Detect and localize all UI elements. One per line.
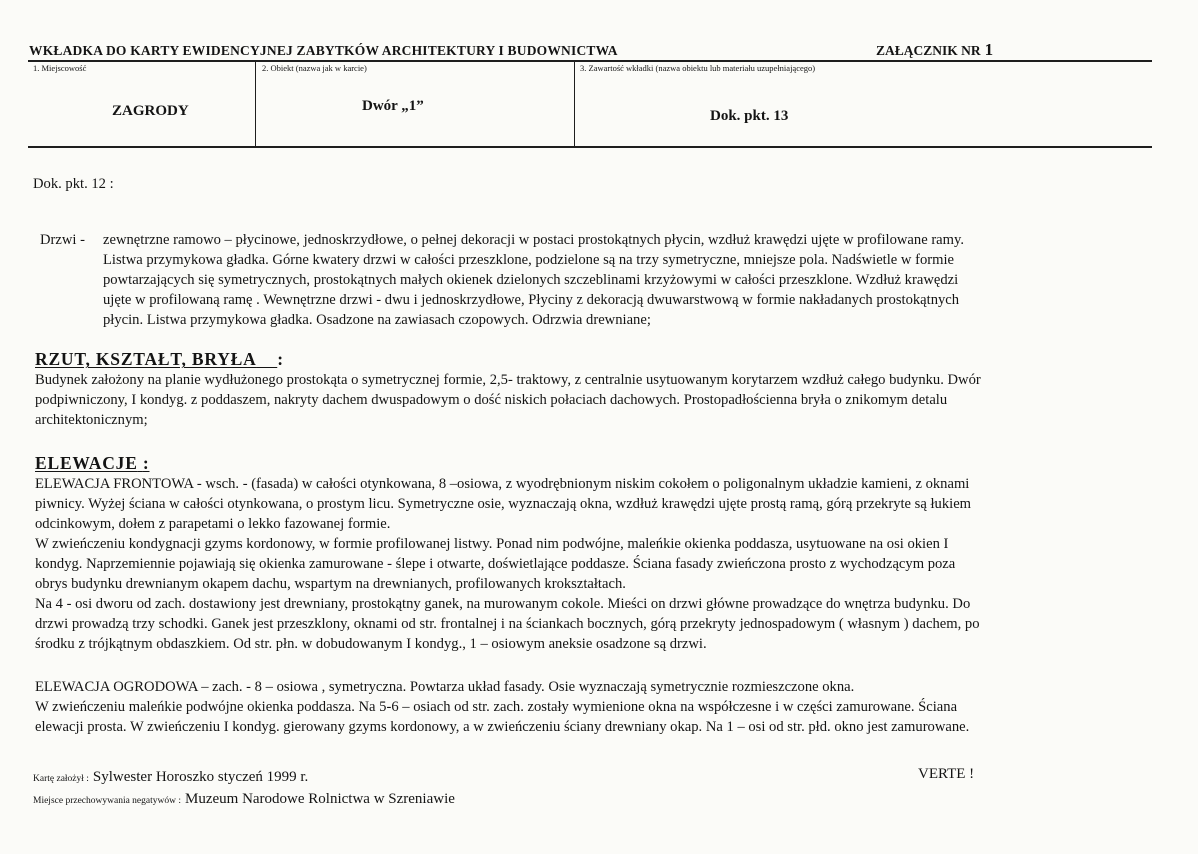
rzut-paragraph: [35, 370, 1140, 430]
attachment-number: 1: [984, 40, 994, 59]
rzut-heading-text: RZUT, KSZTAŁT, BRYŁA: [35, 349, 257, 369]
author-line: [33, 768, 308, 786]
section-reference: Dok. pkt. 12 :: [33, 176, 114, 192]
paragraph-line: Budynek założony na planie wydłużonego prostokąta o symetrycznej formie, 2,5- traktowy, z centralnie usytuowanym korytarzem wzdłuż całego budynku. Dwór: [35, 372, 981, 388]
paragraph-line: architektonicznym;: [35, 412, 148, 428]
front-elevation-paragraph: [35, 474, 1140, 654]
garden-elevation-paragraph: [35, 677, 1140, 737]
elewacje-heading: [35, 453, 150, 474]
table-divider-2: [574, 61, 575, 146]
author-label: Kartę założył :: [33, 774, 89, 784]
paragraph-line: piwnicy. Wyżej ściana w całości otynkowana, o prostym licu. Symetryczne osie, wyznaczają okna, wzdłuż krawędzi ujęte prostą ramą, górą przekryte są łukiem: [35, 496, 972, 512]
paragraph-line: W zwieńczeniu kondygnacji gzyms kordonowy, w formie profilowanej listwy. Ponad nim podwójne, maleńkie okienka poddasza, usytuowane na osi okien I: [35, 536, 949, 552]
storage-line: [33, 790, 455, 808]
paragraph-line: W zwieńczeniu maleńkie podwójne okienka poddasza. Na 5-6 – osiach od str. zach. zostały wymienione okna na współczesne i w części zamurowane. Ściana: [35, 699, 958, 715]
storage-value: Muzeum Narodowe Rolnictwa w Szreniawie: [185, 791, 455, 807]
storage-label: Miejsce przechowywania negatywów :: [33, 796, 181, 806]
locality-value: ZAGRODY: [112, 103, 189, 119]
paragraph-line: zewnętrzne ramowo – płycinowe, jednoskrzydłowe, o pełnej dekoracji w postaci prostokątnych płycin, wzdłuż krawędzi ujęte w profilowane ramy.: [103, 232, 965, 248]
paragraph-line: drzwi prowadzą trzy schodki. Ganek jest przeszklony, oknami od str. frontalnej i na ściankach bocznych, górą przekryty jednospadowym ( własnym ) dachem, po: [35, 616, 980, 632]
attachment-label-text: ZAŁĄCZNIK NR: [876, 43, 981, 58]
table-top-line: [28, 60, 1152, 62]
doors-lead: Drzwi -: [40, 232, 85, 248]
paragraph-line: Na 4 - osi dworu od zach. dostawiony jest drewniany, prostokątny ganek, na murowanym cokole. Mieści on drzwi główne prowadzące do wnętrza budynku. Do: [35, 596, 971, 612]
paragraph-line: płycin. Listwa przymykowa gładka. Osadzone na zawiasach czopowych. Odrzwia drewniane;: [103, 312, 651, 328]
rzut-heading: [35, 349, 284, 370]
table-divider-1: [255, 61, 256, 146]
paragraph-line: powtarzających się symetrycznych, prostokątnych małych okienek dzielonych szczeblinami krzyżowymi w całości przeszklone. Wzdłuż krawędzi: [103, 272, 959, 288]
attachment-label: [876, 40, 993, 60]
paragraph-line: ujęte w profilowaną ramę . Wewnętrzne drzwi - dwu i jednoskrzydłowe, Płyciny z dekoracją dwuwarstwową w formie nakładanych prostokątnych: [103, 292, 960, 308]
paragraph-line: środku z trójkątnym obdaszkiem. Od str. płn. w dobudowanym I kondyg., 1 – osiowym aneksie osadzone są drzwi.: [35, 636, 707, 652]
doors-paragraph: [103, 230, 1163, 330]
author-value: Sylwester Horoszko styczeń 1999 r.: [92, 769, 309, 785]
paragraph-line: ELEWACJA FRONTOWA - wsch. - (fasada) w całości otynkowana, 8 –osiowa, z wyodrębnionym niskim cokołem o poligonalnym układzie kamieni, z oknami: [35, 476, 970, 492]
paragraph-line: obrys budynku drewnianym okapem dachu, wspartym na drewnianych, profilowanych krokształtach.: [35, 576, 626, 592]
contents-value: Dok. pkt. 13: [710, 108, 789, 124]
paragraph-line: Listwa przymykowa gładka. Górne kwatery drzwi w całości przeszklone, podzielone są na trzy symetryczne, mniejsze pola. Nadświetle w formie: [103, 252, 954, 268]
contents-label: 3. Zawartość wkładki (nazwa obiektu lub materiału uzupełniającego): [580, 63, 816, 73]
elewacje-heading-colon: :: [142, 453, 150, 473]
rzut-heading-colon: :: [277, 349, 284, 369]
elewacje-heading-text: ELEWACJE: [35, 453, 138, 473]
paragraph-line: kondyg. Naprzemiennie pojawiają się okienka zamurowane - ślepe i otwarte, doświetlające poddasze. Ściana fasady zwieńczona prosto z wychodzącym poza: [35, 556, 956, 572]
table-bottom-line: [28, 146, 1152, 148]
paragraph-line: podpiwniczony, I kondyg. z poddaszem, nakryty dachem dwuspadowym o dość niskich połaciach dachowych. Prostopadłościenna bryła o znikomym detalu: [35, 392, 948, 408]
document-title: WKŁADKA DO KARTY EWIDENCYJNEJ ZABYTKÓW ARCHITEKTURY I BUDOWNICTWA: [29, 43, 618, 58]
paragraph-line: odcinkowym, dołem z parapetami o lekko fazowanej formie.: [35, 516, 391, 532]
verte-note: VERTE !: [918, 766, 975, 782]
object-value: Dwór „1”: [362, 98, 424, 114]
object-label: 2. Obiekt (nazwa jak w karcie): [262, 63, 367, 73]
locality-label: 1. Miejscowość: [33, 63, 87, 73]
paragraph-line: elewacji prosta. W zwieńczeniu I kondyg. gierowany gzyms kordonowy, a w zwieńczeniu ściany drewniany okap. Na 1 – osi od str. płd. okno jest zamurowane.: [35, 719, 970, 735]
paragraph-line: ELEWACJA OGRODOWA – zach. - 8 – osiowa , symetryczna. Powtarza układ fasady. Osie wyznaczają symetrycznie rozmieszczone okna.: [35, 679, 855, 695]
